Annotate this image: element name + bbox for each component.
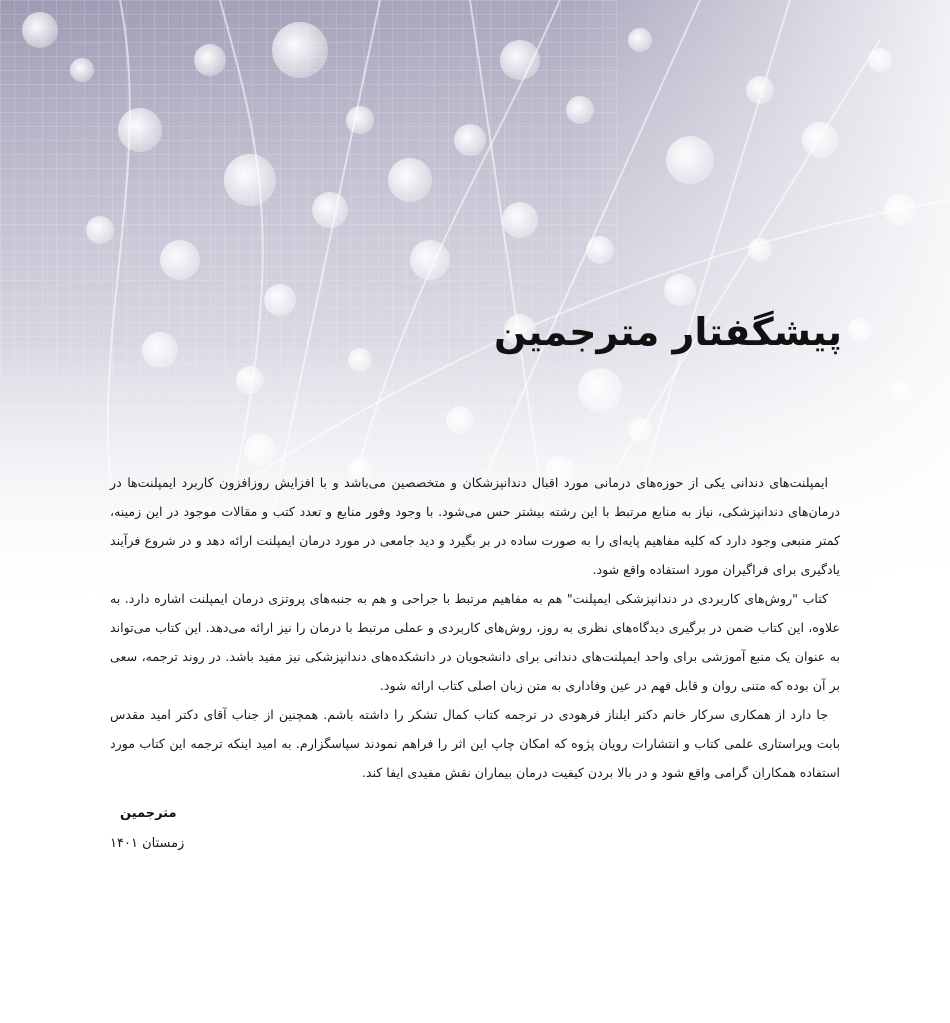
signature-date: زمستان ۱۴۰۱: [110, 836, 185, 851]
signature-name: مترجمین: [120, 806, 177, 821]
paragraph: کتاب "روش‌های کاربردی در دندانپزشکی ایمپلنت" هم به مفاهیم مرتبط با جراحی و هم به جنبه‌های پروتزی درمان ایمپلنت اشاره دارد. به علاوه، این کتاب ضمن در برگیری دیدگاه‌های نظری به روز، روش‌های کاربردی و عملی مرتبط با درمان را نیز ارائه می‌دهد. این کتاب می‌تواند به عنوان یک منبع آموزشی برای واحد ایمپلنت‌های دندانی برای دانشجویان در دانشکده‌های دندانپزشکی نیز مفید باشد. در روند ترجمه، سعی بر آن بوده که متنی روان و قابل فهم در عین وفاداری به متن زبان اصلی کتاب ارائه شود.: [110, 591, 840, 693]
preface-body: [110, 468, 840, 787]
page-title: پیشگفتار مترجمین: [493, 310, 842, 354]
paragraph: ایمپلنت‌های دندانی یکی از حوزه‌های درمانی مورد اقبال دندانپزشکان و متخصصین می‌باشد و با افزایش روزافزون کاربرد ایمپلنت‌ها در درمان‌های دندانپزشکی، نیاز به منابع مرتبط با این رشته بیشتر حس می‌شود. با وجود وفور منابع و تعدد کتب و مقالات موجود در این زمینه، کمتر منبعی وجود دارد که کلیه مفاهیم پایه‌ای را به صورت ساده در بر بگیرد و دید جامعی در مورد درمان ایمپلنت ارائه دهد و در شروع فرآیند یادگیری برای فراگیران مورد استفاده واقع شود.: [110, 475, 840, 577]
paragraph: جا دارد از همکاری سرکار خانم دکتر ایلناز فرهودی در ترجمه کتاب کمال تشکر را داشته باشم. همچنین از جناب آقای دکتر امید مقدس بابت ویراستاری علمی کتاب و انتشارات رویان پژوه که امکان چاپ این اثر را فراهم نمودند سپاسگزارم. به امید اینکه ترجمه این کتاب مورد استفاده همکاران گرامی واقع شود و در بالا بردن کیفیت درمان بیماران نقش مفیدی ایفا کند.: [110, 707, 840, 780]
